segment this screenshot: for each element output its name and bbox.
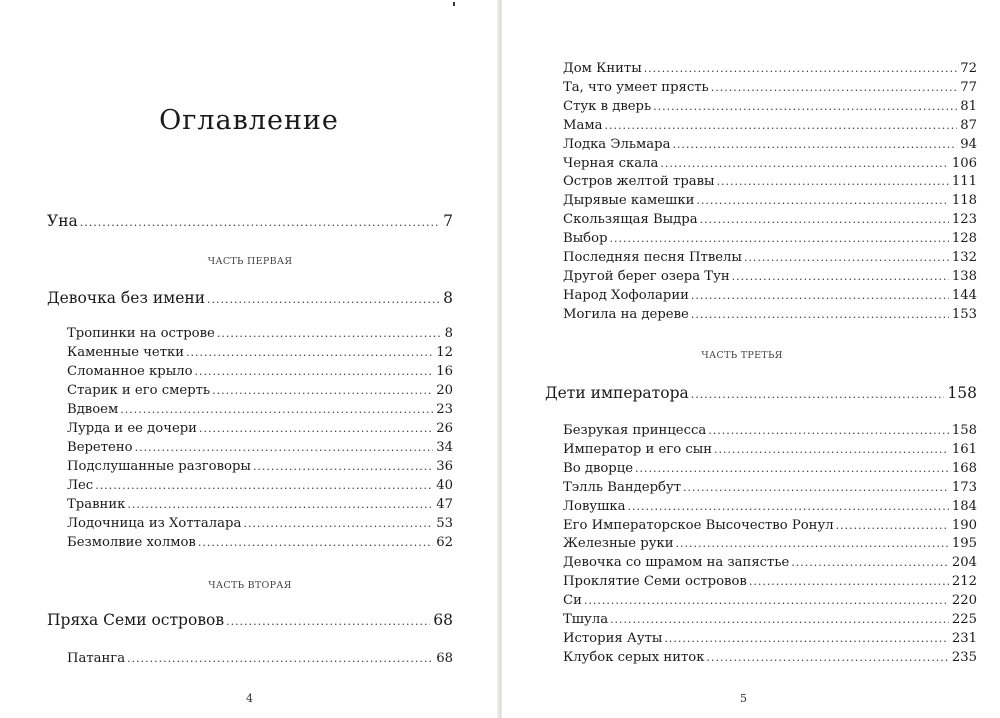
toc-chapter-title: Ловушка xyxy=(563,498,626,514)
toc-chapter-entry[interactable] xyxy=(563,499,977,514)
toc-chapter-page: 77 xyxy=(960,79,977,95)
dot-leader xyxy=(199,422,433,435)
toc-chapter-page: 72 xyxy=(960,61,977,76)
toc-chapter-entry[interactable] xyxy=(563,99,977,114)
toc-chapter-title: Скользящая Выдра xyxy=(563,212,698,228)
toc-chapter-page: 161 xyxy=(951,441,977,457)
toc-chapter-page: 40 xyxy=(436,478,453,493)
toc-chapter-entry[interactable] xyxy=(563,461,977,476)
toc-chapter-title: Дырявые камешки xyxy=(563,193,695,209)
toc-chapter-title: Патанга xyxy=(67,651,126,666)
dot-leader xyxy=(706,651,948,664)
toc-entry-title: Пряха Семи островов xyxy=(47,611,225,629)
toc-entry-prologue[interactable] xyxy=(47,212,453,230)
dot-leader xyxy=(207,293,440,306)
dot-leader xyxy=(95,479,433,492)
left-page xyxy=(0,0,498,718)
dot-leader xyxy=(744,251,949,264)
dot-leader xyxy=(635,462,949,475)
toc-chapter-title: Клубок серых ниток xyxy=(563,649,705,665)
toc-chapter-title: Во дворце xyxy=(563,460,634,476)
toc-entry-title: Девочка без имени xyxy=(47,289,206,307)
toc-chapter-entry[interactable] xyxy=(67,516,453,531)
dot-leader xyxy=(610,232,949,245)
toc-chapter-page: 153 xyxy=(951,306,977,322)
dot-leader xyxy=(683,481,949,494)
toc-chapter-page: 62 xyxy=(436,535,453,550)
toc-chapter-title: Остров желтой травы xyxy=(563,174,715,190)
toc-chapter-title: Его Императорское Высочество Ронул xyxy=(563,517,834,533)
dot-leader xyxy=(127,652,433,665)
toc-chapter-page: 47 xyxy=(436,497,453,512)
toc-chapter-title: Стук в дверь xyxy=(563,98,652,114)
toc-chapter-title: Дом Книты xyxy=(563,61,642,76)
toc-chapter-title: Мама xyxy=(563,117,603,133)
toc-chapter-page: 128 xyxy=(951,231,977,247)
page-number-left: 4 xyxy=(246,692,253,705)
part-label-2: ЧАСТЬ ВТОРАЯ xyxy=(208,580,292,591)
toc-chapter-title: Старик и его смерть xyxy=(67,383,211,398)
dot-leader xyxy=(212,384,433,397)
toc-chapter-entry[interactable] xyxy=(563,118,977,133)
dot-leader xyxy=(127,498,433,511)
toc-chapter-title: Проклятие Семи островов xyxy=(563,574,747,590)
toc-chapter-title: Лодка Эльмара xyxy=(563,136,671,152)
dot-leader xyxy=(691,289,949,302)
toc-chapter-title: Выбор xyxy=(563,231,608,247)
print-mark xyxy=(453,2,455,6)
page-number-right: 5 xyxy=(740,692,747,705)
dot-leader xyxy=(226,615,430,628)
toc-chapter-title: История Ауты xyxy=(563,630,663,646)
toc-chapter-page: 26 xyxy=(436,421,453,436)
dot-leader xyxy=(610,613,949,626)
toc-chapter-page: 184 xyxy=(951,498,977,514)
toc-chapter-entry[interactable] xyxy=(563,612,977,627)
dot-leader xyxy=(708,424,949,437)
toc-chapter-page: 158 xyxy=(951,423,977,438)
toc-chapter-page: 81 xyxy=(960,98,977,114)
toc-chapter-entry[interactable] xyxy=(563,650,977,665)
toc-chapter-entry[interactable] xyxy=(67,402,453,417)
dot-leader xyxy=(700,213,949,226)
toc-chapter-page: 53 xyxy=(436,516,453,531)
dot-leader xyxy=(749,575,949,588)
toc-chapter-title: Могила на дереве xyxy=(563,306,689,322)
part-label-3: ЧАСТЬ ТРЕТЬЯ xyxy=(701,350,783,361)
toc-entry-page: 68 xyxy=(433,611,453,629)
toc-chapter-page: 12 xyxy=(436,345,453,360)
toc-entry-part2-heading[interactable] xyxy=(47,611,453,629)
dot-leader xyxy=(664,632,948,645)
toc-chapter-page: 94 xyxy=(960,136,977,152)
toc-chapter-page: 34 xyxy=(436,440,453,455)
toc-chapter-entry[interactable] xyxy=(67,383,453,398)
toc-chapter-entry[interactable] xyxy=(563,631,977,646)
toc-chapter-title: Черная скала xyxy=(563,155,659,171)
toc-chapter-page: 204 xyxy=(951,555,977,571)
toc-chapter-page: 173 xyxy=(951,479,977,495)
toc-chapter-entry[interactable] xyxy=(67,459,453,474)
toc-chapter-entry[interactable] xyxy=(67,478,453,493)
toc-chapter-title: Тропинки на острове xyxy=(67,326,215,341)
dot-leader xyxy=(717,175,949,188)
page-title: Оглавление xyxy=(159,105,339,136)
toc-chapter-title: Безмолвие холмов xyxy=(67,535,196,550)
dot-leader xyxy=(253,460,433,473)
toc-chapter-title: Другой берег озера Тун xyxy=(563,268,730,284)
toc-chapter-entry[interactable] xyxy=(563,231,977,246)
toc-chapter-entry[interactable] xyxy=(563,480,977,495)
dot-leader xyxy=(653,100,957,113)
dot-leader xyxy=(195,365,434,378)
toc-chapter-entry[interactable] xyxy=(563,555,977,570)
dot-leader xyxy=(732,270,949,283)
toc-chapter-page: 132 xyxy=(951,250,977,265)
toc-chapter-page: 225 xyxy=(951,612,977,627)
toc-chapter-entry[interactable] xyxy=(67,440,453,455)
toc-chapter-title: Железные руки xyxy=(563,536,674,552)
toc-chapter-entry[interactable] xyxy=(67,497,453,512)
dot-leader xyxy=(711,81,958,94)
toc-chapter-title: Лурда и ее дочери xyxy=(67,421,197,436)
dot-leader xyxy=(243,517,433,530)
dot-leader xyxy=(186,346,433,359)
dot-leader xyxy=(584,594,949,607)
dot-leader xyxy=(660,157,948,170)
toc-chapter-page: 23 xyxy=(436,402,453,417)
dot-leader xyxy=(691,388,945,401)
part-label-1: ЧАСТЬ ПЕРВАЯ xyxy=(207,256,293,267)
dot-leader xyxy=(135,441,434,454)
toc-entry-page: 7 xyxy=(443,212,453,230)
toc-chapter-entry[interactable] xyxy=(563,442,977,457)
dot-leader xyxy=(714,443,949,456)
toc-entry-part1-heading[interactable] xyxy=(47,289,453,307)
toc-chapter-entry[interactable] xyxy=(67,421,453,436)
toc-chapter-entry[interactable] xyxy=(563,536,977,551)
toc-chapter-page: 235 xyxy=(951,649,977,665)
toc-entry-page: 158 xyxy=(947,384,977,402)
toc-chapter-entry[interactable] xyxy=(563,288,977,303)
toc-chapter-entry[interactable] xyxy=(563,307,977,322)
dot-leader xyxy=(217,327,442,340)
toc-chapter-entry[interactable] xyxy=(563,80,977,95)
toc-chapter-page: 20 xyxy=(436,383,453,398)
toc-chapter-title: Вдвоем xyxy=(67,402,119,417)
toc-chapter-title: Император и его сын xyxy=(563,441,713,457)
toc-chapter-title: Безрукая принцесса xyxy=(563,423,707,438)
toc-chapter-title: Травник xyxy=(67,497,126,512)
toc-chapter-title: Последняя песня Птвелы xyxy=(563,250,742,265)
toc-chapter-page: 87 xyxy=(960,117,977,133)
toc-chapter-page: 68 xyxy=(436,651,453,666)
toc-chapter-title: Си xyxy=(563,593,582,609)
toc-chapter-entry[interactable] xyxy=(67,651,453,666)
toc-chapter-entry[interactable] xyxy=(563,212,977,227)
toc-chapter-entry[interactable] xyxy=(563,193,977,208)
dot-leader xyxy=(644,62,958,75)
toc-chapter-title: Каменные четки xyxy=(67,345,185,360)
toc-chapter-entry[interactable] xyxy=(67,345,453,360)
toc-entry-page: 8 xyxy=(443,289,453,307)
toc-chapter-page: 106 xyxy=(951,155,977,171)
toc-chapter-page: 212 xyxy=(951,574,977,590)
toc-chapter-title: Лес xyxy=(67,478,94,493)
toc-entry-title: Уна xyxy=(47,212,78,230)
toc-chapter-entry[interactable] xyxy=(67,535,453,550)
toc-chapter-entry[interactable] xyxy=(563,518,977,533)
dot-leader xyxy=(198,536,433,549)
toc-chapter-title: Тэлль Вандербут xyxy=(563,479,682,495)
toc-chapter-page: 220 xyxy=(951,593,977,609)
toc-chapter-entry[interactable] xyxy=(563,574,977,589)
dot-leader xyxy=(605,119,958,132)
toc-chapter-page: 123 xyxy=(951,212,977,228)
toc-chapter-page: 138 xyxy=(951,268,977,284)
toc-chapter-entry[interactable] xyxy=(563,423,977,438)
toc-chapter-page: 118 xyxy=(951,193,977,209)
toc-chapter-page: 144 xyxy=(951,287,977,303)
toc-chapter-title: Тшула xyxy=(563,612,609,627)
toc-chapter-entry[interactable] xyxy=(563,156,977,171)
toc-chapter-entry[interactable] xyxy=(563,593,977,608)
toc-chapter-page: 190 xyxy=(951,517,977,533)
dot-leader xyxy=(691,308,949,321)
toc-chapter-page: 36 xyxy=(436,459,453,474)
dot-leader xyxy=(80,216,440,229)
toc-entry-part3-heading[interactable] xyxy=(545,384,977,402)
toc-chapter-title: Подслушанные разговоры xyxy=(67,459,251,474)
dot-leader xyxy=(791,556,949,569)
toc-chapter-entry[interactable] xyxy=(563,137,977,152)
dot-leader xyxy=(696,194,948,207)
right-page xyxy=(502,0,1000,718)
dot-leader xyxy=(676,537,949,550)
toc-chapter-page: 111 xyxy=(951,174,977,190)
toc-chapter-title: Веретено xyxy=(67,440,133,455)
toc-chapter-entry[interactable] xyxy=(563,250,977,265)
toc-chapter-title: Девочка со шрамом на запястье xyxy=(563,555,790,571)
toc-chapter-title: Народ Хофоларии xyxy=(563,287,689,303)
dot-leader xyxy=(120,403,433,416)
dot-leader xyxy=(836,519,949,532)
toc-chapter-entry[interactable] xyxy=(563,269,977,284)
toc-chapter-page: 16 xyxy=(436,364,453,379)
toc-chapter-entry[interactable] xyxy=(563,174,977,189)
toc-chapter-title: Сломанное крыло xyxy=(67,364,193,379)
toc-chapter-page: 195 xyxy=(951,536,977,552)
toc-chapter-entry[interactable] xyxy=(563,61,977,76)
toc-chapter-entry[interactable] xyxy=(67,364,453,379)
dot-leader xyxy=(628,500,949,513)
toc-chapter-page: 168 xyxy=(951,460,977,476)
dot-leader xyxy=(672,138,957,151)
toc-chapter-entry[interactable] xyxy=(67,326,453,341)
toc-chapter-page: 231 xyxy=(951,630,977,646)
toc-chapter-title: Та, что умеет прясть xyxy=(563,79,709,95)
toc-chapter-title: Лодочница из Хотталара xyxy=(67,516,242,531)
toc-chapter-page: 8 xyxy=(444,326,453,341)
toc-entry-title: Дети императора xyxy=(545,384,689,402)
